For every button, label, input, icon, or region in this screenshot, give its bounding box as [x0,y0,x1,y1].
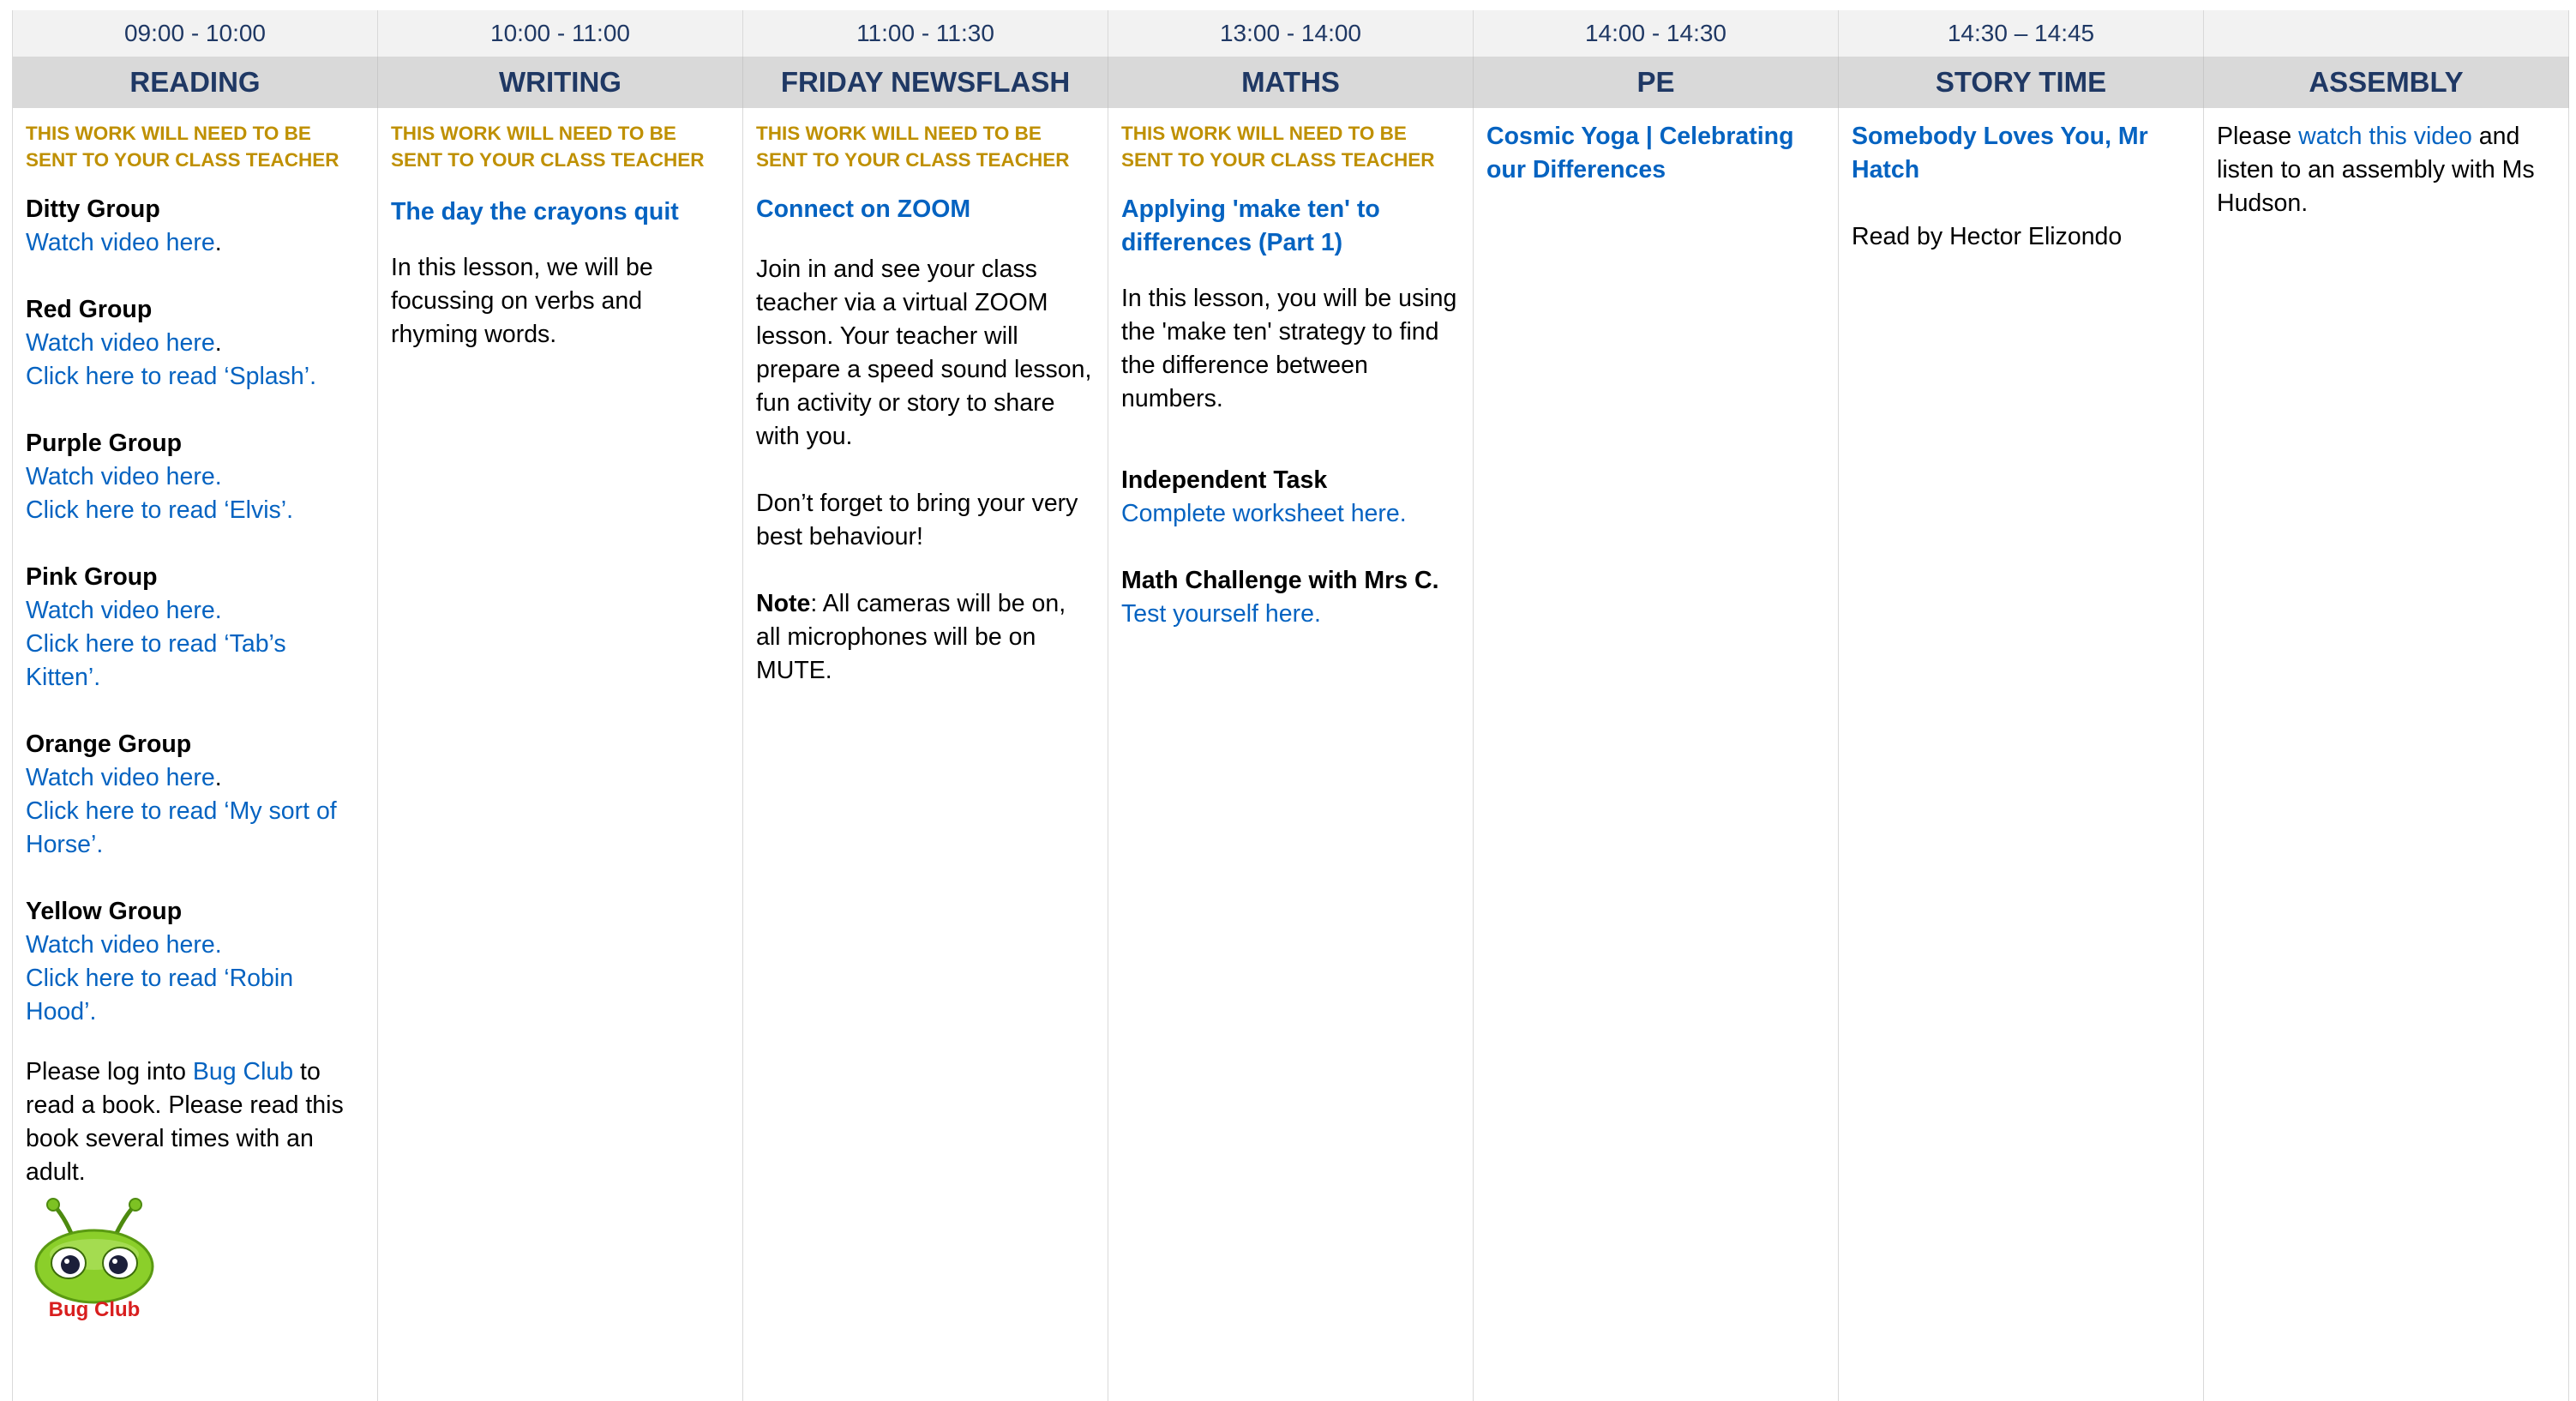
story-reader: Read by Hector Elizondo [1852,223,2123,250]
time-maths: 13:00 - 14:00 [1108,10,1474,57]
subject-newsflash: FRIDAY NEWSFLASH [743,57,1108,108]
group-name: Purple Group [26,430,183,457]
newsflash-behaviour: Don’t forget to bring your very best behaviour! [756,490,1078,550]
svg-text:Bug Club: Bug Club [48,1298,141,1321]
watch-video-link[interactable]: Watch video here. [26,597,222,624]
maths-cell [1108,108,1474,1401]
watch-video-link[interactable]: Watch video here [26,329,215,357]
newsflash-cell [743,108,1108,1401]
cosmic-yoga-link[interactable]: Cosmic Yoga | Celebrating our Differences [1486,123,1794,183]
newsflash-note: Note: All cameras will be on, all microphones will be on MUTE. [756,590,1066,684]
subject-assembly: ASSEMBLY [2204,57,2569,108]
read-book-link[interactable]: Click here to read ‘Tab’s Kitten’. [26,630,286,691]
notice-text: THIS WORK WILL NEED TO BE SENT TO YOUR CLASS TEACHER [1121,123,1435,171]
assembly-video-link[interactable]: watch this video [2298,123,2472,150]
group-name: Orange Group [26,731,192,758]
time-assembly [2204,10,2569,57]
subject-story: STORY TIME [1839,57,2204,108]
read-book-link[interactable]: Click here to read ‘My sort of Horse’. [26,797,337,858]
group-name: Yellow Group [26,898,183,925]
group-name: Pink Group [26,563,158,591]
zoom-link[interactable]: Connect on ZOOM [756,195,971,223]
group-red: Red Group Watch video here. Click here to read ‘Splash’. [26,293,365,394]
time-newsflash: 11:00 - 11:30 [743,10,1108,57]
maths-lesson-link[interactable]: Applying 'make ten' to differences (Part 1) [1121,195,1380,256]
time-story: 14:30 – 14:45 [1839,10,2204,57]
time-writing: 10:00 - 11:00 [378,10,743,57]
writing-lesson-link[interactable]: The day the crayons quit [391,198,679,225]
group-pink [26,561,365,694]
group-purple [26,427,365,527]
group-yellow [26,895,365,1029]
math-challenge-label: Math Challenge with Mrs C. [1121,567,1439,594]
writing-cell [378,108,743,1401]
assembly-cell [2204,108,2569,1401]
worksheet-link[interactable]: Complete worksheet here. [1121,500,1407,527]
group-orange: Orange Group Watch video here. Click here to read ‘My sort of Horse’. [26,728,365,862]
group-name: Red Group [26,296,153,323]
story-cell [1839,108,2204,1401]
subject-pe: PE [1474,57,1839,108]
newsflash-description: Join in and see your class teacher via a virtual ZOOM lesson. Your teacher will prepare a speed sound lesson, fun activity or story to share with you. [756,256,1092,450]
bug-club-logo [26,1194,163,1323]
group-ditty: Ditty Group Watch video here. [26,193,365,260]
timetable [12,10,2570,1401]
test-yourself-link[interactable]: Test yourself here. [1121,600,1321,628]
story-link[interactable]: Somebody Loves You, Mr Hatch [1852,123,2148,183]
subject-writing: WRITING [378,57,743,108]
notice-text: THIS WORK WILL NEED TO BE SENT TO YOUR CLASS TEACHER [26,123,339,171]
maths-description: In this lesson, you will be using the 'make ten' strategy to find the difference between numbers. [1121,285,1457,412]
bug-club-link[interactable]: Bug Club [192,1058,294,1085]
watch-video-link[interactable]: Watch video here. [26,463,222,490]
watch-video-link[interactable]: Watch video here. [26,931,222,959]
watch-video-link[interactable]: Watch video here [26,764,215,791]
read-book-link[interactable]: Click here to read ‘Splash’. [26,363,316,390]
time-pe: 14:00 - 14:30 [1474,10,1839,57]
watch-video-link[interactable]: Watch video here [26,229,215,256]
reading-cell [13,108,378,1401]
read-book-link[interactable]: Click here to read ‘Elvis’. [26,496,294,524]
bug-club-instructions: Please log into Bug Club to read a book. Please read this book several times with an adult. [26,1058,344,1186]
notice-text: THIS WORK WILL NEED TO BE SENT TO YOUR CLASS TEACHER [391,123,705,171]
read-book-link[interactable]: Click here to read ‘Robin Hood’. [26,965,294,1025]
writing-description: In this lesson, we will be focussing on verbs and rhyming words. [391,254,653,348]
independent-task-label: Independent Task [1121,466,1328,494]
time-reading: 09:00 - 10:00 [13,10,378,57]
subject-maths: MATHS [1108,57,1474,108]
assembly-text: Please watch this video and listen to an assembly with Ms Hudson. [2217,123,2535,217]
subject-reading: READING [13,57,378,108]
notice-text: THIS WORK WILL NEED TO BE SENT TO YOUR CLASS TEACHER [756,123,1070,171]
group-name: Ditty Group [26,195,160,223]
bug-club-logo-icon [26,1194,163,1323]
pe-cell [1474,108,1839,1401]
